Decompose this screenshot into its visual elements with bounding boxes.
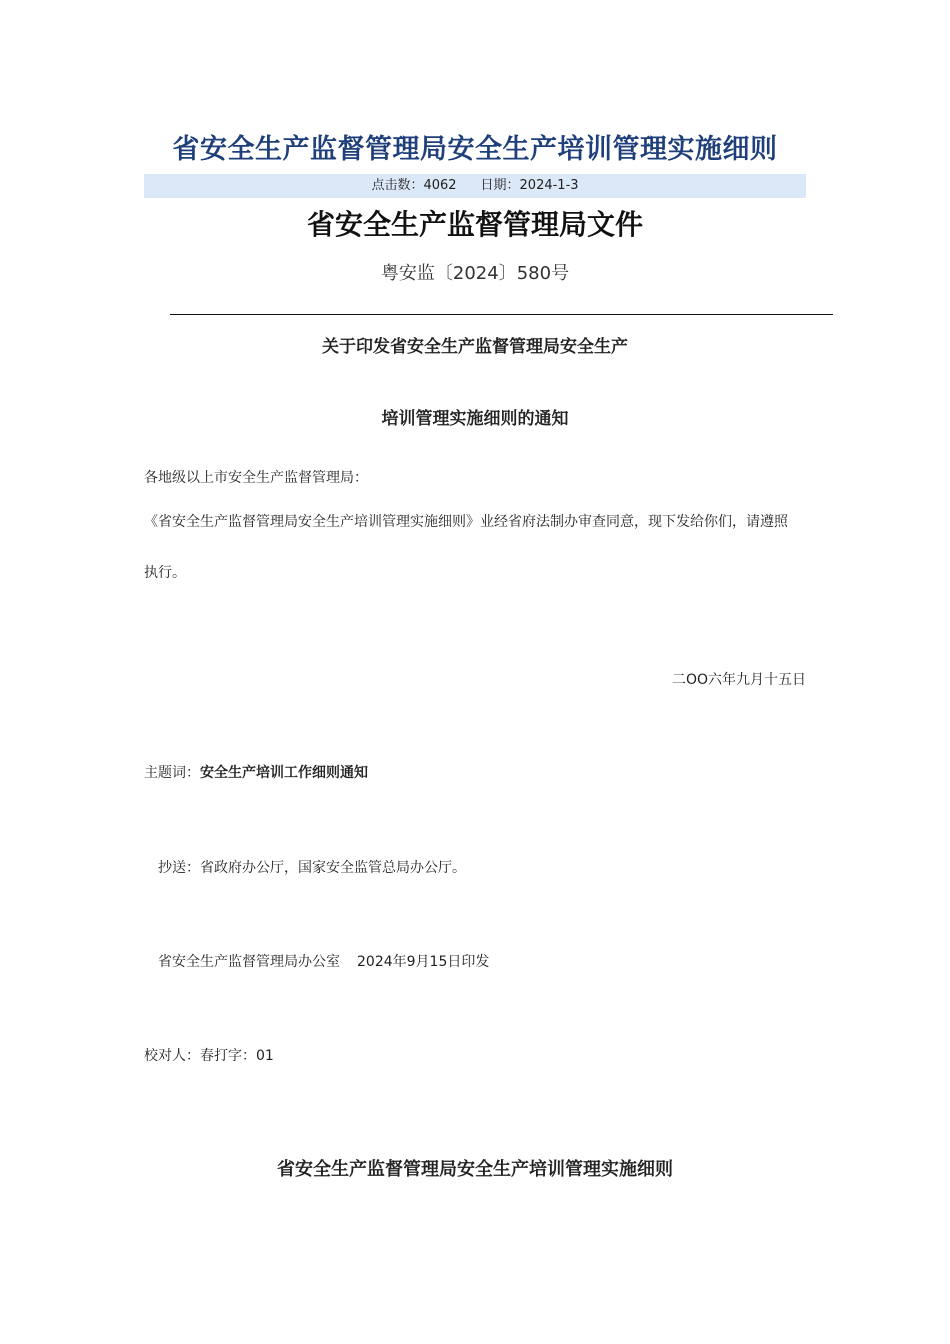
signature-date: 二OO六年九月十五日: [671, 672, 806, 688]
issuer-title: 省安全生产监督管理局文件: [306, 208, 643, 241]
print-date: 2024年9月15日印发: [357, 954, 490, 970]
article-meta-bar: [144, 174, 806, 198]
subject-keywords: [144, 762, 368, 784]
page-title: 省安全生产监督管理局安全生产培训管理实施细则: [172, 134, 778, 165]
proofreader-line: 校对人：春打字：01: [144, 1048, 274, 1064]
header-divider: [170, 314, 833, 315]
document-number: 粤安监〔2024〕580号: [380, 263, 570, 284]
notice-title-line-2: 培训管理实施细则的通知: [381, 409, 569, 429]
issuing-office: 省安全生产监督管理局办公室: [158, 954, 340, 970]
notice-title-line-1: 关于印发省安全生产监督管理局安全生产: [322, 337, 628, 357]
subject-label: 主题词：: [144, 765, 200, 781]
body-paragraph-line-1: 《省安全生产监督管理局安全生产培训管理实施细则》业经省府法制办审查同意，现下发给你们，请遵照: [144, 514, 788, 530]
body-paragraph-line-2: 执行。: [144, 565, 186, 581]
rules-section-title: 省安全生产监督管理局安全生产培训管理实施细则: [277, 1159, 673, 1180]
click-count: 点击数：4062: [371, 178, 457, 193]
print-line: [158, 951, 489, 973]
addressee: 各地级以上市安全生产监督管理局：: [144, 470, 368, 486]
cc-line: 抄送：省政府办公厅，国家安全监管总局办公厅。: [158, 860, 466, 876]
publish-date: 日期：2024-1-3: [480, 178, 579, 193]
subject-value: 安全生产培训工作细则通知: [200, 765, 368, 781]
